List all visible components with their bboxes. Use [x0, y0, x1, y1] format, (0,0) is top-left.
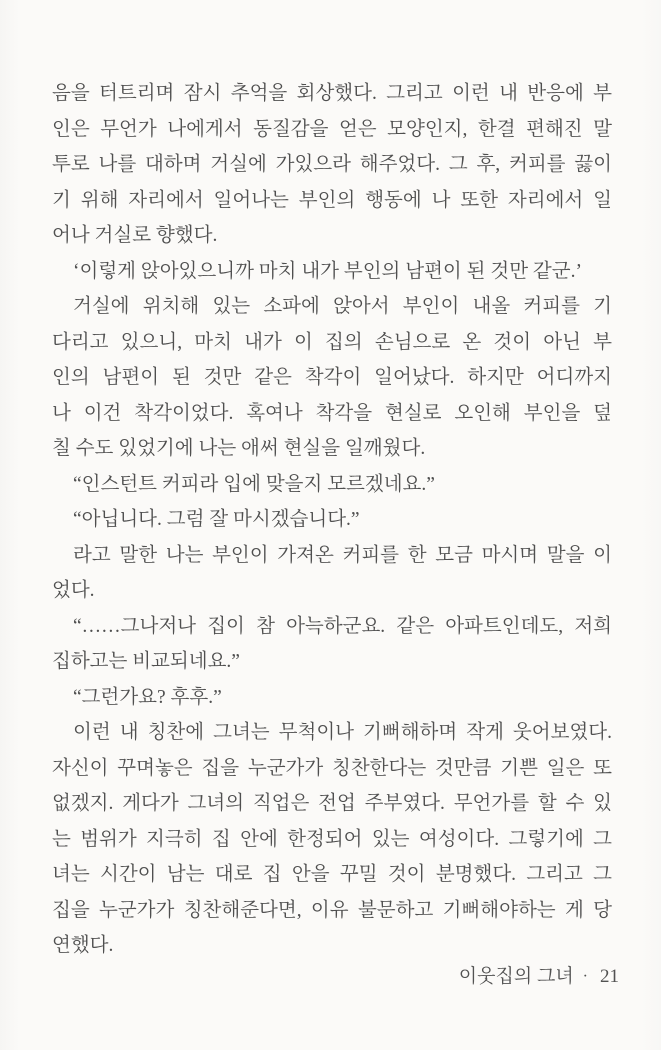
running-title: 이웃집의 그녀: [458, 966, 574, 987]
text-line: 거실에 위치해 있는 소파에 앉아서 부인이 내올 커피를 기: [73, 296, 612, 317]
text-line: 없겠지. 게다가 그녀의 직업은 전업 주부였다. 무언가를 할 수 있: [52, 793, 612, 814]
text-line: 집하고는 비교되네요.”: [52, 651, 240, 672]
text-line: 연했다.: [52, 935, 114, 956]
paragraph: [52, 254, 612, 290]
page-footer: [459, 963, 619, 991]
text-line: 어나 거실로 향했다.: [52, 225, 218, 246]
text-line: 라고 말한 나는 부인이 가져온 커피를 한 모금 마시며 말을 이: [73, 544, 612, 566]
text-line: 자신이 꾸며놓은 집을 누군가가 칭찬한다는 것만큼 기쁜 일은 또: [52, 757, 612, 779]
text-line: 기 위해 자리에서 일어나는 부인의 행동에 나 또한 자리에서 일: [52, 189, 612, 211]
paragraph: [52, 538, 612, 609]
text-line: 인은 무언가 나에게서 동질감을 얻은 모양인지, 한결 편해진 말: [52, 118, 612, 140]
text-line: 는 범위가 지극히 집 안에 한정되어 있는 여성이다. 그렇기에 그: [52, 828, 612, 850]
text-line: “아닙니다. 그럼 잘 마시겠습니다.”: [73, 509, 360, 530]
text-line: “인스턴트 커피라 입에 맞을지 모르겠네요.”: [73, 473, 435, 495]
paragraph: [52, 76, 612, 254]
body-text: [52, 76, 612, 964]
text-line: 나 이건 착각이었다. 혹여나 착각을 현실로 오인해 부인을 덮: [52, 402, 612, 424]
text-line: 음을 터트리며 잠시 추억을 회상했다. 그리고 이런 내 반응에 부: [52, 83, 612, 104]
text-line: 었다.: [52, 580, 95, 601]
text-line: 녀는 시간이 남는 대로 집 안을 꾸밀 것이 분명했다. 그리고 그: [52, 864, 612, 885]
text-line: 이런 내 칭찬에 그녀는 무척이나 기뻐해하며 작게 웃어보였다.: [73, 722, 612, 743]
text-line: “그런가요? 후후.”: [73, 686, 222, 708]
text-line: 인의 남편이 된 것만 같은 착각이 일어났다. 하지만 어디까지: [52, 367, 612, 388]
text-line: ‘이렇게 앉아있으니까 마치 내가 부인의 남편이 된 것만 같군.’: [73, 260, 582, 282]
text-line: 칠 수도 있었기에 나는 애써 현실을 일깨웠다.: [52, 438, 426, 459]
text-line: 집을 누군가가 칭찬해준다면, 이유 불문하고 기뻐해야하는 게 당: [52, 899, 612, 921]
text-line: 투로 나를 대하며 거실에 가있으라 해주었다. 그 후, 커피를 끓이: [52, 154, 612, 175]
separator-dot: ·: [582, 968, 588, 985]
text-line: “……그나저나 집이 참 아늑하군요. 같은 아파트인데도, 저희: [73, 615, 612, 637]
paragraph: [52, 467, 612, 503]
text-line: 다리고 있으니, 마치 내가 이 집의 손님으로 온 것이 아닌 부: [52, 331, 612, 353]
paragraph: [52, 502, 612, 538]
paragraph: [52, 609, 612, 680]
page-number: 21: [600, 966, 619, 987]
paragraph: [52, 680, 612, 716]
paragraph: [52, 715, 612, 964]
paragraph: [52, 289, 612, 467]
